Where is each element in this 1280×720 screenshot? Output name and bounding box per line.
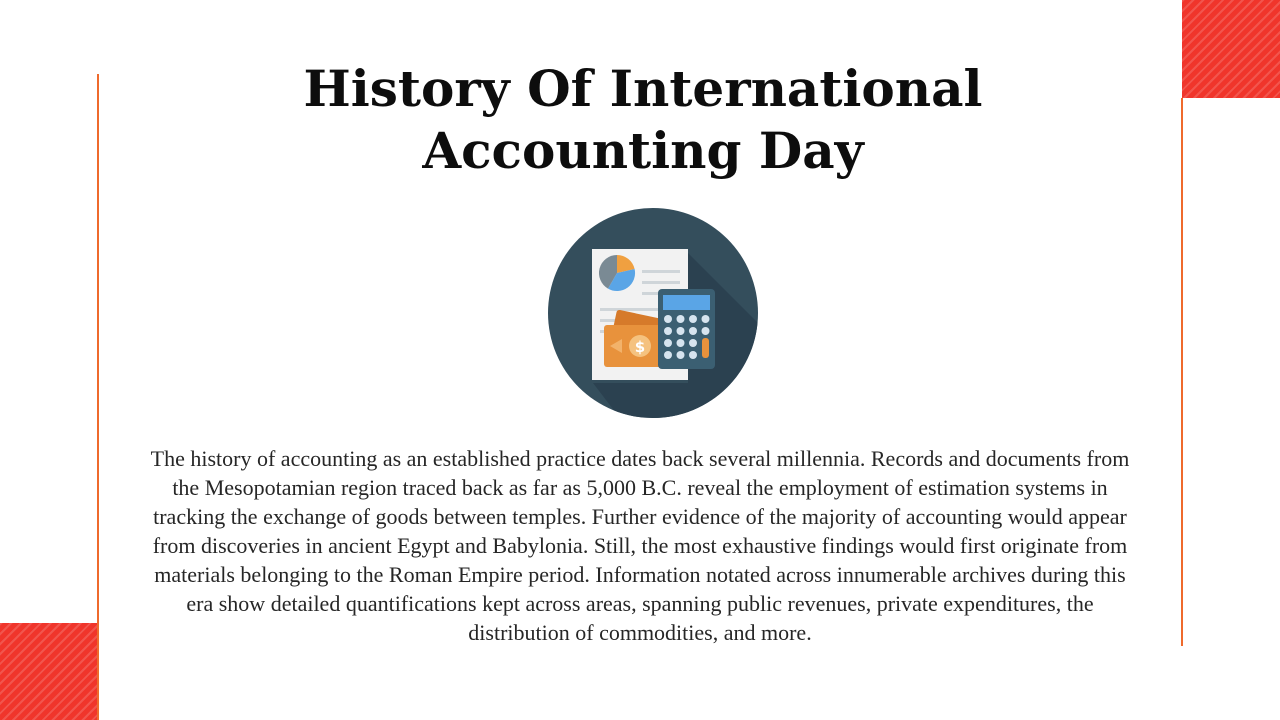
calculator-equals-key (702, 338, 709, 358)
calculator-key (689, 327, 697, 335)
dollar-sign-icon: $ (634, 338, 646, 356)
calculator-key (677, 315, 685, 323)
calculator-icon (658, 289, 715, 369)
calculator-key (689, 339, 697, 347)
corner-decoration-bottom-left (0, 623, 98, 720)
accounting-icon (548, 208, 758, 418)
calculator-key (677, 339, 685, 347)
calculator-key (664, 315, 672, 323)
calculator-key (689, 315, 697, 323)
pie-chart-icon (599, 255, 635, 291)
calculator-key (702, 315, 710, 323)
accent-line-right (1181, 98, 1183, 646)
accent-line-left (97, 74, 99, 720)
body-paragraph: The history of accounting as an established practice dates back several millennia. Records and documents from the Mesopotamian region traced back as far as 5,000 B.C. reveal the employment of estimation systems in tracking the exchange of goods between temples. Further evidence of the majority of accounting would appear from discoveries in ancient Egypt and Babylonia. Still, the most exhaustive findings would first originate from materials belonging to the Roman Empire period. Information notated across innumerable archives during this era show detailed quantifications kept across areas, spanning public revenues, private expenditures, the distribution of commodities, and more. (150, 446, 1130, 645)
calculator-key (664, 351, 672, 359)
calculator-key (702, 327, 710, 335)
calculator-key (677, 327, 685, 335)
calculator-key (689, 351, 697, 359)
slide-title: History Of International Accounting Day (303, 59, 983, 180)
calculator-key (664, 327, 672, 335)
corner-decoration-top-right (1182, 0, 1280, 98)
calculator-key (677, 351, 685, 359)
accounting-icon-graphic (548, 208, 758, 418)
calculator-key (664, 339, 672, 347)
